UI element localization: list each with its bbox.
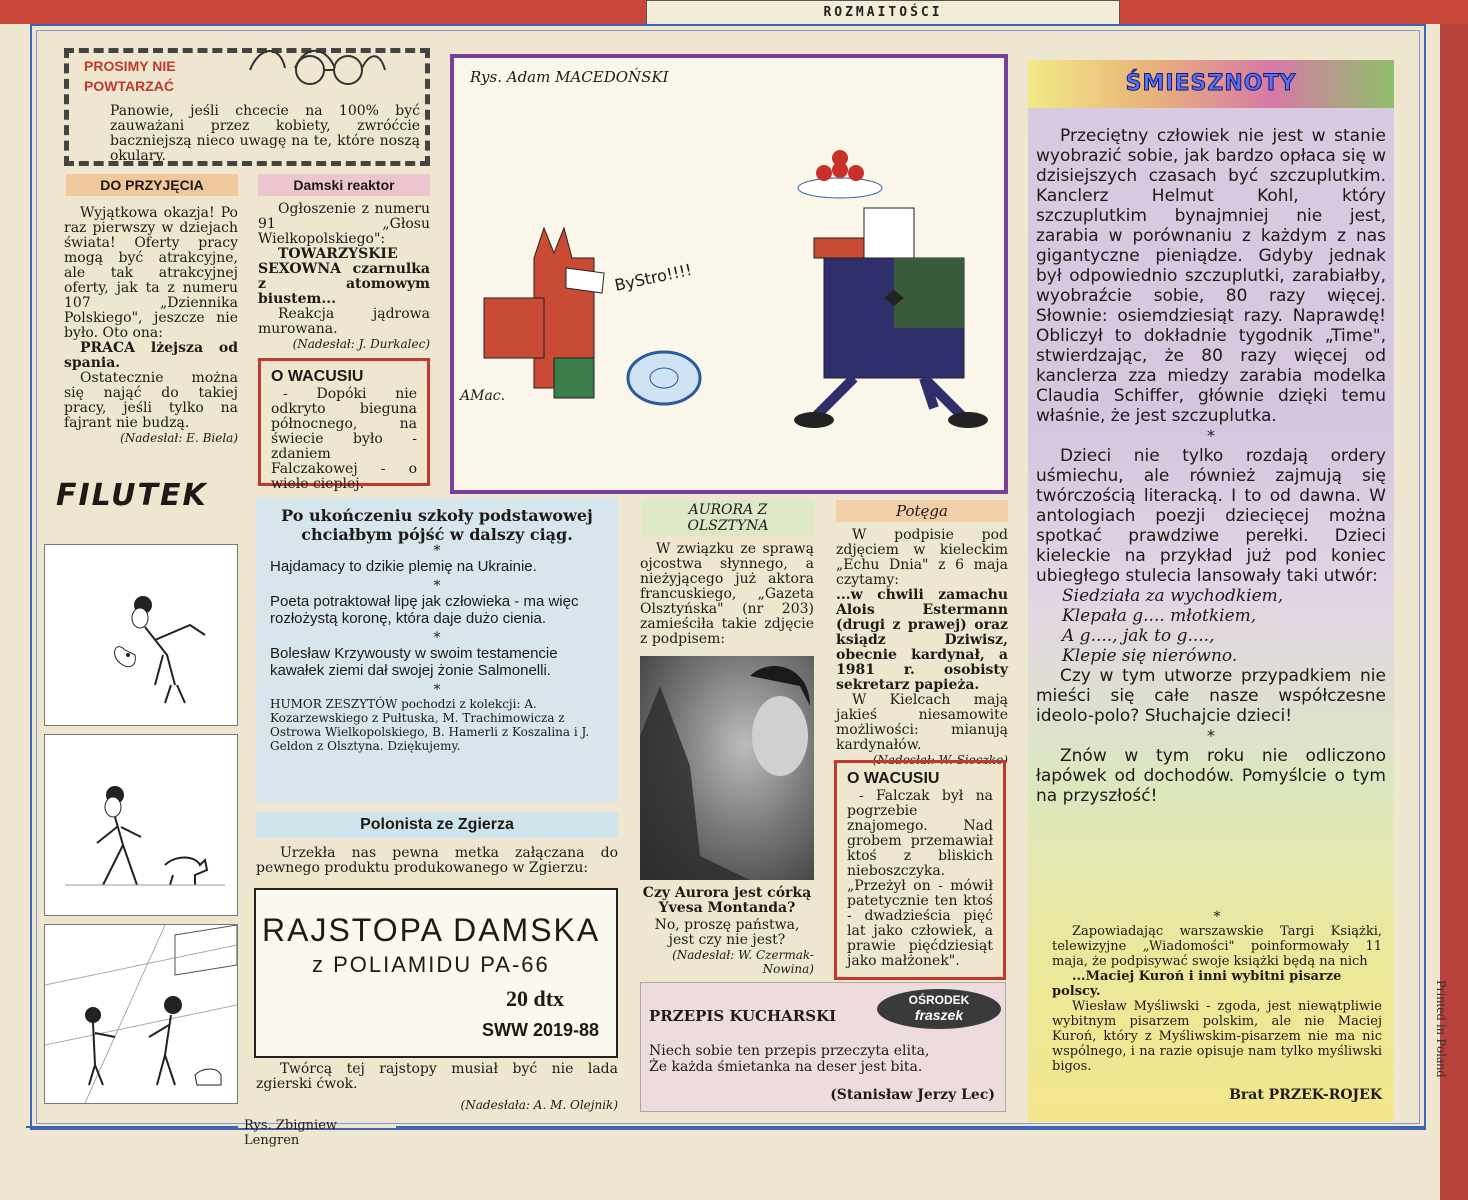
potega-text1: W podpisie pod zdjęciem w kieleckim „Echu Dnia" z 6 maja czytamy: (836, 527, 1008, 588)
filutek-logo: FILUTEK (56, 478, 208, 513)
lengren-credit: Rys. Zbigniew Lengren (244, 1118, 338, 1148)
rajstopa-label (254, 888, 618, 1058)
damski-source: (Nadesłał: J. Durkalec) (292, 337, 430, 351)
wacus2-text: - Falczak był na pogrzebie znajomego. Nad grobem przemawiał ktoś z bliskich nieboszczyka. „Przeżył on - mówił patetycznie ten ktoś - dwadzieścia pięć lat jako człowiek, a prawie pięćdziesiąt jako małżonek". (847, 788, 993, 969)
wacus1-text: - Dopóki nie odkryto bieguna północnego, na świecie było - zdaniem Falczakowej - o wiele cieplej. (271, 386, 417, 492)
humor-p1: Hajdamacy to dzikie plemię na Ukrainie. (270, 558, 537, 575)
humor-p2: Poeta potraktował lipę jak człowieka - ma więc rozłożystą koronę, która daje dużo cienia. (270, 593, 579, 627)
cartoon-bubble: ByStro!!!! (612, 260, 694, 295)
aurora-caption: No, proszę państwa, jest czy nie jest? (654, 917, 800, 948)
damski-article (258, 202, 430, 351)
verse-line-3: A g...., jak to g...., (1062, 626, 1215, 646)
potega-header: Potęga (836, 500, 1008, 522)
filutek-cartoon-3 (44, 924, 238, 1104)
wacus1-box (258, 358, 430, 492)
masthead: ROZMAITOŚCI (646, 0, 1120, 26)
stamp-line-1: OŚRODEK (908, 993, 970, 1007)
humor-box (256, 498, 618, 802)
smiesznoty-p5a: Zapowiadając warszawskie Targi Książki, telewizyjne „Wiadomości" poinformowały 11 maja, że podpisywać swoje książki będą na nich (1052, 924, 1382, 969)
do-przyjecia-bold: PRACA lżejsza od spania. (64, 340, 238, 371)
damski-text1: Ogłoszenie z numeru 91 „Głosu Wielkopolskiego": (258, 201, 430, 247)
aurora-caption-bold: Czy Aurora jest córką Yvesa Montanda? (642, 885, 812, 916)
man-with-dog-icon (45, 545, 237, 725)
glasses-icon (240, 40, 390, 90)
wacus1-header: O WACUSIU (271, 368, 364, 385)
star: * (1213, 909, 1221, 925)
do-przyjecia-header: DO PRZYJĘCIA (66, 174, 238, 196)
humor-header: Po ukończeniu szkoły podstawowej chciałbym pójść w dalszy ciąg. (281, 506, 593, 544)
do-przyjecia-source: (Nadesłał: E. Biela) (120, 431, 238, 445)
verse-line-1: Siedziała za wychodkiem, (1062, 586, 1284, 606)
damski-bold: TOWARZYSKIE SEXOWNA czarnulka z atomowym biustem... (258, 246, 430, 307)
smiesznoty-bottom (1052, 910, 1382, 1103)
man-with-donkey-photo (640, 656, 814, 880)
star: * (433, 543, 441, 559)
cat-and-waiter-icon (454, 58, 1004, 490)
przepis-author: (Stanisław Jerzy Lec) (830, 1087, 995, 1103)
tennis-court-icon (45, 925, 237, 1103)
potega-source: (Nadesłał: W. Sieczko) (872, 753, 1008, 767)
przepis-box (640, 982, 1006, 1112)
printed-note: Printed in Poland (1433, 980, 1448, 1078)
label-line-2: z POLIAMIDU PA-66 (312, 952, 550, 977)
smiesznoty-text (1036, 126, 1386, 806)
cartoon-signature: AMac. (460, 388, 506, 404)
osrodek-fraszek-stamp (877, 989, 1001, 1029)
polonista-text: Urzekła nas pewna metka załączana do pewnego produktu produkowanego w Zgierzu: (256, 845, 618, 876)
smiesznoty-header-bar (1028, 60, 1394, 108)
smiesznoty-signature: Brat PRZEK-ROJEK (1229, 1087, 1382, 1103)
label-line-4: SWW 2019-88 (482, 1020, 600, 1040)
aurora-photo (640, 656, 814, 880)
przepis-line-2: Że każda śmietanka na deser jest bita. (649, 1059, 923, 1075)
polonista-text2: Twórcą tej rajstopy musiał być nie lada zgierski ćwok. (256, 1061, 618, 1092)
star: * (433, 630, 441, 646)
credit-rule-left (26, 1126, 238, 1128)
przepis-line-1: Niech sobie ten przepis przeczyta elita, (649, 1043, 930, 1059)
przepis-header: PRZEPIS KUCHARSKI (649, 1007, 837, 1025)
do-przyjecia-article (64, 206, 238, 445)
polonista-header: Polonista ze Zgierza (256, 812, 618, 838)
smiesznoty-p1: Przeciętny człowiek nie jest w stanie wyobrazić sobie, jak bardzo opłaca się w dzisiejszych czasach być szczuplutkim. Kanclerz Helmut Kohl, który szczuplutkim bynajmniej nie jest, zarabia w porównaniu z każdym z nas gigantyczne pieniądze. Gdyby jednak był odpowiednio szczuplutki, zarabiałby, wyobraźcie sobie, 80 razy więcej. Słownie: osiemdziesiąt razy. Naprawdę! Obliczył to dokładnie tygodnik „Time", stwierdzając, że 80 razy więcej od kanclerza zza miedzy zarabia modelka Claudia Schiffer, głównie dzięki temu właśnie, że jest szczuplutka. (1036, 126, 1386, 426)
humor-credits: HUMOR ZESZYTÓW pochodzi z kolekcji: A. Kozarzewskiego z Pułtuska, M. Trachimowicza z Ostrowa Wielkopolskiego, B. Hamerli z Koszalina i J. Geldon z Olsztyna. Dziękujemy. (270, 697, 590, 753)
label-line-3: 20 dtx (506, 986, 565, 1011)
damski-text2: Reakcja jądrowa murowana. (258, 306, 430, 337)
smiesznoty-p5b: ...Maciej Kuroń i inni wybitni pisarze polscy. (1052, 969, 1342, 999)
verse-line-2: Klepała g.... młotkiem, (1062, 606, 1257, 626)
credit-rule-right (396, 1126, 1426, 1128)
filutek-cartoon-2 (44, 734, 238, 916)
filutek-cartoon-1 (44, 544, 238, 726)
aurora-text: W związku ze sprawą ojcostwa słynnego, a nieżyjącego już aktora francuskiego, „Gazeta Olsztyńska" (nr 203) zamieściła takie zdjęcie z podpisem: (640, 541, 814, 647)
smiesznoty-p3: Czy w tym utworze przypadkiem nie mieści się całe nasze współczesne ideolo-polo? Słuchajcie dzieci! (1036, 666, 1386, 726)
prosimy-title: PROSIMY NIE POWTARZAĆ (84, 56, 184, 96)
polonista-source: (Nadesłała: A. M. Olejnik) (460, 1098, 618, 1112)
verse-line-4: Klepie się nierówno. (1062, 646, 1238, 666)
star: * (433, 682, 441, 698)
star: * (1207, 726, 1215, 745)
potega-article (836, 528, 1008, 767)
potega-bold: ...w chwili zamachu Alois Estermann (drugi z prawej) oraz ksiądz Dziwisz, obecnie kardynał, a 1981 r. osobisty sekretarz papieża. (836, 587, 1008, 693)
smiesznoty-p4: Znów w tym roku nie odliczono łapówek od dochodów. Pomyślcie o tym na przyszłość! (1036, 746, 1386, 806)
macedonski-cartoon (450, 54, 1008, 494)
damski-header: Damski reaktor (258, 174, 430, 196)
wacus2-box (834, 760, 1006, 980)
humor-p3: Bolesław Krzywousty w swoim testamencie kawałek ziemi dał swojej żonie Salmonelli. (270, 645, 558, 679)
label-line-1: RAJSTOPA DAMSKA (262, 912, 601, 948)
smiesznoty-p5c: Wiesław Myśliwski - zgoda, jest niewątpliwie wybitnym pisarzem polskim, ale nie Maciej Kuroń, który z Myśliwskim-pisarzem nie ma nic wspólnego, i na razie opisuje nam tylko myśliwski bigos. (1052, 999, 1382, 1074)
aurora-source: (Nadesłał: W. Czermak-Nowina) (672, 948, 814, 976)
do-przyjecia-text1: Wyjątkowa okazja! Po raz pierwszy w dziejach świata! Oferty pracy mogą być atrakcyjne, ale tak atrakcyjnej oferty, jak ta z numeru 107 „Dziennika Polskiego", jeszcze nie było. Oto ona: (64, 205, 238, 341)
smiesznoty-header: ŚMIESZNOTY (1125, 71, 1297, 96)
do-przyjecia-text2: Ostatecznie można się nająć do takiej pracy, jeśli tylko na fajrant nie budzą. (64, 370, 238, 431)
wacus2-header: O WACUSIU (847, 770, 940, 787)
cartoon-credit: Rys. Adam MACEDOŃSKI (470, 68, 669, 86)
star: * (1207, 426, 1215, 445)
smiesznoty-p2: Dzieci nie tylko rozdają ordery uśmiechu, ale również zajmują się twórczością literacką. I to od dawna. W antologiach poezji dziecięcej można spotkać prawdziwe perełki. Dzieci kieleckie na przykład już pod koniec ubiegłego stulecia lansowały taki utwór: (1036, 446, 1386, 586)
aurora-header: AURORA Z OLSZTYNA (642, 500, 814, 536)
stamp-line-2: fraszek (914, 1007, 964, 1023)
prosimy-text: Panowie, jeśli chcecie na 100% być zauważani przez kobiety, zwróćcie baczniejszą nieco uwagę na te, które noszą okulary. (110, 103, 420, 164)
star: * (433, 578, 441, 594)
man-walking-dog-icon (45, 735, 237, 915)
potega-text2: W Kielcach mają jakieś niesamowite możliwości: mianują kardynałów. (836, 692, 1008, 753)
